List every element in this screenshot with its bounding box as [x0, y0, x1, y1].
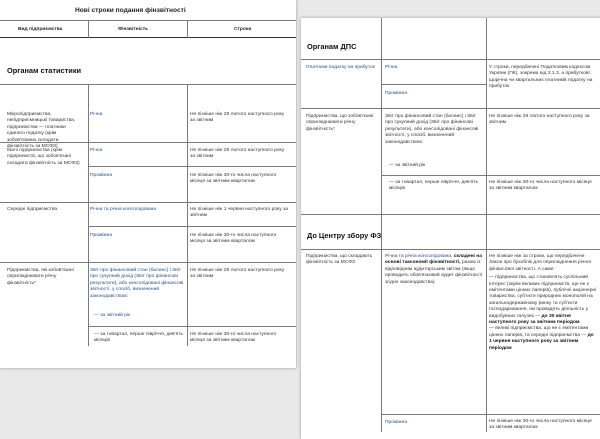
table-cell-report-item: — за звітний рік	[94, 313, 131, 318]
report-text: разом із відповідним аудиторським звітом (якщо проводить обов'язковий аудит фінзвітності згідно законодавства)	[385, 260, 483, 285]
header-deadline: Строки	[234, 27, 252, 32]
row-rule	[381, 84, 486, 85]
report-text: Річна та річна консолідована,	[385, 254, 453, 259]
table-cell-report: Річна	[90, 148, 103, 153]
table-cell-entity: Підприємства, що зобов'язані оприлюднювати річну фінзвітність*	[306, 114, 374, 132]
table-cell-deadline: Не пізніше ніж 28 лютого наступного року за звітним	[190, 268, 285, 280]
deadline-text: — підприємства, що становлять суспільний інтерес (окрім великих підприємств, ще не є емітентами цінних паперів), публічні акціонерні товариства, суб'єкти природних монополій на загальнодержавному ринку та суб'єкти господарювання, які провадять діяльність у видобувних галузях —	[489, 275, 597, 319]
section-statistics: Органам статистики	[7, 66, 82, 75]
row-rule	[0, 262, 296, 263]
deadline-bullet	[489, 275, 597, 326]
table-cell-deadline: Не пізніше ніж 28 лютого наступного року за звітним	[190, 112, 285, 124]
column-divider	[88, 84, 89, 346]
table-cell-entity: Середні підприємства	[7, 207, 58, 212]
column-divider	[486, 18, 487, 432]
header-entity: Вид підприємства	[18, 27, 63, 32]
table-cell-deadline: Не пізніше ніж 28 лютого наступного року за звітним	[489, 114, 590, 126]
table-cell-report-item: — за звітний рік	[389, 163, 426, 168]
table-cell-report	[385, 254, 483, 286]
row-rule	[0, 84, 296, 85]
table-cell-report: Річна	[385, 65, 398, 70]
table-cell-report: Звіт про фінансовий стан (баланс) і Звіт про сукупний дохід (Звіт про фінансові результати), або консолідовані фінансові звітності, у спосіб, визначений законодавством:	[90, 268, 184, 299]
row-rule	[301, 59, 600, 60]
document-title: Нові строки подання фінзвітності	[75, 7, 186, 14]
report-emphasis: складені на основі таксономії фінзвітності,	[385, 254, 482, 266]
column-divider	[381, 18, 382, 432]
left-page	[0, 0, 296, 368]
header-divider	[187, 20, 188, 38]
table-cell-deadline: У строки, передбачені Податковим кодексом України (ПК), зокрема від 3.1.3, а прибуткові: щорічна чи квартальних платників податку на прибуток	[489, 65, 593, 90]
table-cell-report: Звіт про фінансовий стан (баланс) і Звіт про сукупний дохід (Звіт про фінансові результати), або консолідовані фінансові звітності, у спосіб, визначений законодавством:	[385, 114, 479, 145]
table-cell-deadline: Не пізніше ніж 30-го числа наступного місяця за звітним кварталом	[489, 419, 592, 431]
table-cell-report: Проміжна	[90, 173, 113, 178]
right-page	[301, 18, 600, 439]
table-cell-entity: Підприємства, які зобов'язані оприлюднювати річну фінзвітність*	[7, 268, 74, 286]
header-rule	[0, 37, 296, 38]
table-cell-deadline: Не пізніше ніж 30-го числа наступного місяця за звітним кварталом	[489, 180, 592, 192]
deadline-bullet	[489, 326, 597, 352]
table-cell-report: Річна	[90, 112, 103, 117]
row-rule	[301, 249, 600, 250]
table-cell-deadline	[489, 254, 597, 352]
table-cell-entity: Мікропідприємства, непідприємницькі товариства, підприємства — платники єдиного податку (крім зобов'язаних складати фінзвітність за МСФЗ)	[7, 112, 76, 150]
table-cell-deadline: Не пізніше ніж 30-го числа наступного місяця за звітним кварталом	[190, 173, 277, 185]
row-rule	[88, 166, 296, 167]
section-dps: Органам ДПС	[307, 42, 357, 51]
table-top-rule	[0, 20, 296, 21]
row-rule	[0, 142, 296, 143]
table-cell-report: Проміжна	[385, 420, 408, 425]
section-fz: До Центру збору ФЗ	[307, 231, 382, 240]
row-rule	[0, 202, 296, 203]
column-divider	[187, 84, 188, 346]
table-cell-deadline: Не пізніше ніж 30-го числа наступного місяця за звітним кварталом	[190, 332, 277, 344]
table-cell-report: Проміжна	[90, 233, 113, 238]
table-cell-deadline: Не пізніше ніж 30-го числа наступного місяця за звітним кварталом	[190, 233, 277, 245]
table-cell-report: Річна та річна консолідована	[90, 207, 156, 212]
row-rule	[88, 226, 296, 227]
deadline-emphasis: до 30 квітня наступного року за звітним періодом	[489, 313, 580, 326]
row-rule	[88, 326, 296, 327]
row-rule	[381, 414, 600, 415]
row-rule	[381, 175, 600, 176]
table-cell-report-item: — за I квартал, перше півріччя, дев'ять місяців	[389, 180, 479, 192]
table-cell-entity: Малі підприємства (крім підприємств, що зобов'язані складати фінзвітність за МСФЗ)	[7, 148, 80, 166]
deadline-intro: Не пізніше ніж за строки, що передбачене Закон про бухоблік для оприлюднення річної фінансової звітності. А саме:	[489, 254, 592, 272]
header-divider	[88, 20, 89, 38]
deadline-emphasis: до 1 червня наступного року за звітним періодом	[489, 332, 594, 351]
table-cell-entity: Платники податку на прибуток	[306, 65, 375, 70]
table-cell-report-item: — за I квартал, перше півріччя, дев'ять місяців	[94, 332, 184, 344]
header-report: Фінзвітність	[118, 27, 149, 32]
table-cell-deadline: Не пізніше ніж 1 червня наступного року за звітним	[190, 207, 288, 219]
row-rule	[301, 214, 600, 215]
deadline-text: — великі підприємства, що не є емітентами цінних паперів, та середні підприємства —	[489, 326, 589, 338]
row-rule	[301, 108, 600, 109]
table-cell-report: Проміжна	[385, 91, 408, 96]
table-cell-deadline: Не пізніше ніж 28 лютого наступного року за звітним	[190, 148, 285, 160]
table-cell-entity: Підприємства, що складають фінзвітність за МСФЗ	[306, 254, 373, 266]
